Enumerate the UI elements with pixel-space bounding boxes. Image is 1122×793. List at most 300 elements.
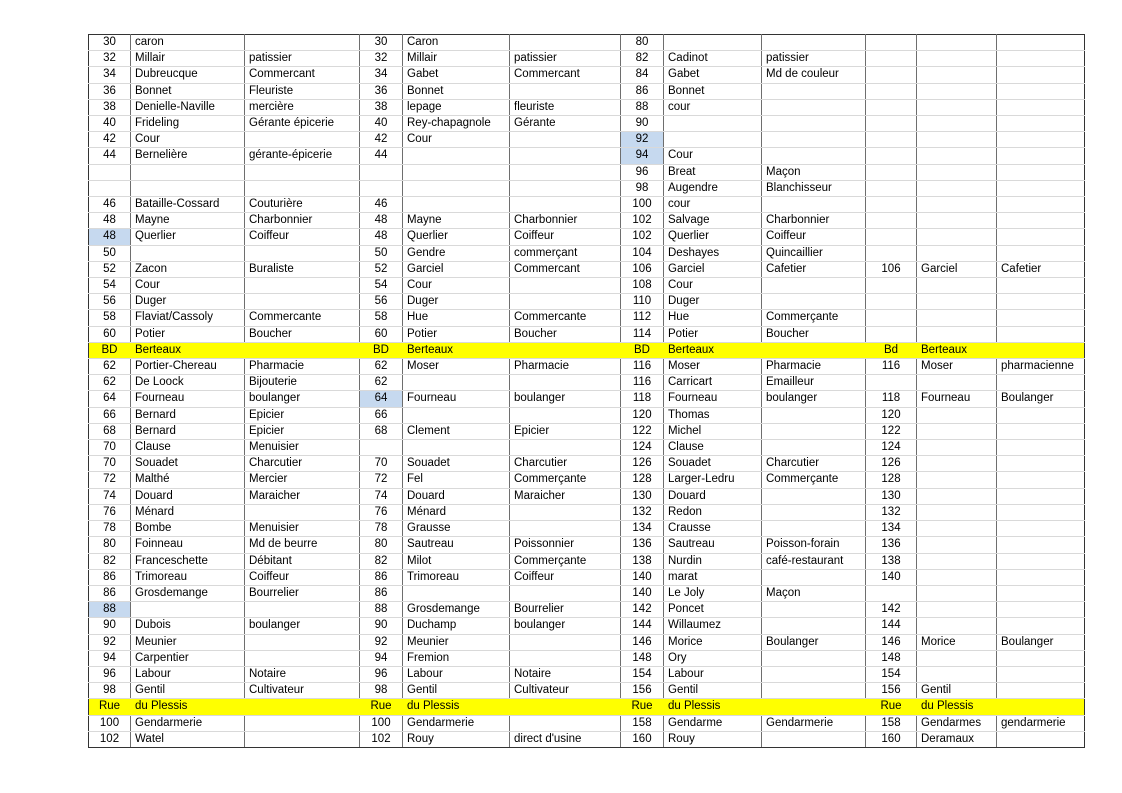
cell-trade: boulanger (510, 618, 621, 634)
cell-name (917, 99, 997, 115)
cell-num: 78 (360, 521, 403, 537)
cell-name: Dubois (131, 618, 245, 634)
cell-num: 126 (621, 456, 664, 472)
cell-trade (997, 666, 1085, 682)
cell-trade (510, 504, 621, 520)
cell-trade (510, 585, 621, 601)
cell-num: 32 (89, 51, 131, 67)
cell-num: 102 (621, 213, 664, 229)
cell-trade (510, 521, 621, 537)
cell-name: Fourneau (403, 391, 510, 407)
cell-num: 144 (621, 618, 664, 634)
cell-trade (510, 180, 621, 196)
cell-trade (997, 521, 1085, 537)
table-row (89, 683, 1085, 699)
cell-name: Mayne (403, 213, 510, 229)
cell-trade (762, 83, 866, 99)
cell-trade: Boulanger (762, 634, 866, 650)
cell-num: Rue (866, 699, 917, 715)
street-divider-row (89, 699, 1085, 715)
cell-num: 140 (866, 569, 917, 585)
cell-trade: Coiffeur (245, 569, 360, 585)
cell-trade: Commercante (245, 310, 360, 326)
table-row (89, 197, 1085, 213)
cell-name (917, 310, 997, 326)
cell-trade (510, 634, 621, 650)
cell-name (664, 116, 762, 132)
cell-num (866, 278, 917, 294)
cell-trade: Maraicher (245, 488, 360, 504)
cell-num (866, 180, 917, 196)
cell-num (866, 375, 917, 391)
cell-name: Douard (664, 488, 762, 504)
cell-num: 134 (866, 521, 917, 537)
table-row (89, 326, 1085, 342)
cell-name: Deshayes (664, 245, 762, 261)
cell-num: 40 (89, 116, 131, 132)
cell-num: 48 (89, 229, 131, 245)
cell-name (403, 440, 510, 456)
cell-trade (997, 650, 1085, 666)
cell-num (866, 229, 917, 245)
cell-name (917, 294, 997, 310)
cell-num: 72 (89, 472, 131, 488)
cell-trade: Boulanger (997, 634, 1085, 650)
cell-name (917, 472, 997, 488)
cell-trade (997, 375, 1085, 391)
cell-trade: Charbonnier (510, 213, 621, 229)
cell-trade: Commercant (245, 67, 360, 83)
cell-trade (762, 294, 866, 310)
cell-name: Bernelière (131, 148, 245, 164)
cell-trade (510, 375, 621, 391)
cell-name: marat (664, 569, 762, 585)
cell-name: Labour (403, 666, 510, 682)
cell-trade (245, 164, 360, 180)
cell-trade: boulanger (762, 391, 866, 407)
cell-trade: café-restaurant (762, 553, 866, 569)
cell-num (866, 116, 917, 132)
cell-trade: gérante-épicerie (245, 148, 360, 164)
cell-name: Moser (664, 359, 762, 375)
cell-name: Millair (131, 51, 245, 67)
cell-trade: patissier (762, 51, 866, 67)
cell-num: 94 (621, 148, 664, 164)
cell-num: 82 (89, 553, 131, 569)
cell-name: Douard (131, 488, 245, 504)
cell-num: 74 (89, 488, 131, 504)
cell-name: Souadet (664, 456, 762, 472)
cell-trade (997, 294, 1085, 310)
table-row (89, 180, 1085, 196)
cell-trade: Maçon (762, 585, 866, 601)
cell-num: 72 (360, 472, 403, 488)
cell-trade (510, 278, 621, 294)
cell-trade (245, 278, 360, 294)
cell-name (917, 569, 997, 585)
cell-trade (510, 715, 621, 731)
cell-trade (997, 132, 1085, 148)
cell-name (917, 229, 997, 245)
cell-name: Breat (664, 164, 762, 180)
cell-name: Labour (664, 666, 762, 682)
cell-num: Bd (866, 342, 917, 358)
cell-num: 52 (89, 261, 131, 277)
cell-name (917, 488, 997, 504)
cell-name (917, 407, 997, 423)
cell-name (917, 278, 997, 294)
cell-name: Ménard (403, 504, 510, 520)
cell-trade (510, 197, 621, 213)
cell-trade (245, 715, 360, 731)
table-row (89, 650, 1085, 666)
cell-num: 60 (360, 326, 403, 342)
cell-trade (997, 180, 1085, 196)
cell-num: 30 (89, 35, 131, 51)
cell-name (917, 132, 997, 148)
cell-num: 86 (360, 569, 403, 585)
table-row (89, 116, 1085, 132)
cell-name: Gendarme (664, 715, 762, 731)
cell-num: 40 (360, 116, 403, 132)
table-row (89, 294, 1085, 310)
cell-num: 50 (360, 245, 403, 261)
cell-trade: patissier (245, 51, 360, 67)
cell-num: 106 (866, 261, 917, 277)
cell-num: 124 (621, 440, 664, 456)
cell-num: 112 (621, 310, 664, 326)
cell-trade (997, 472, 1085, 488)
table-row (89, 245, 1085, 261)
cell-name: caron (131, 35, 245, 51)
cell-trade: Emailleur (762, 375, 866, 391)
table-row (89, 666, 1085, 682)
cell-name: Ory (664, 650, 762, 666)
cell-name (917, 116, 997, 132)
cell-name (403, 407, 510, 423)
cell-name: Gentil (664, 683, 762, 699)
cell-name: Meunier (131, 634, 245, 650)
cell-name (917, 504, 997, 520)
table-row (89, 602, 1085, 618)
cell-num: 130 (621, 488, 664, 504)
cell-num: 124 (866, 440, 917, 456)
cell-name: Fel (403, 472, 510, 488)
cell-num (89, 164, 131, 180)
cell-num: 132 (866, 504, 917, 520)
cell-name: Flaviat/Cassoly (131, 310, 245, 326)
cell-trade (762, 650, 866, 666)
cell-name: Watel (131, 731, 245, 747)
cell-trade (997, 423, 1085, 439)
cell-num: 66 (360, 407, 403, 423)
cell-num: BD (89, 342, 131, 358)
cell-num: 48 (89, 213, 131, 229)
cell-trade (762, 278, 866, 294)
cell-num: 98 (89, 683, 131, 699)
cell-num: 160 (621, 731, 664, 747)
cell-num: 114 (621, 326, 664, 342)
cell-trade (997, 537, 1085, 553)
cell-name (664, 132, 762, 148)
cell-name: Cour (131, 278, 245, 294)
table-row (89, 51, 1085, 67)
cell-num (866, 83, 917, 99)
cell-num (866, 67, 917, 83)
cell-trade: Cultivateur (510, 683, 621, 699)
cell-num (866, 51, 917, 67)
cell-num: 38 (89, 99, 131, 115)
cell-trade (510, 132, 621, 148)
table-row (89, 440, 1085, 456)
cell-name: Trimoreau (403, 569, 510, 585)
cell-num: 86 (89, 585, 131, 601)
cell-num: 138 (621, 553, 664, 569)
cell-name: Larger-Ledru (664, 472, 762, 488)
cell-num: 56 (89, 294, 131, 310)
cell-name: Clause (664, 440, 762, 456)
cell-trade (245, 634, 360, 650)
cell-num: 96 (360, 666, 403, 682)
cell-num: 136 (866, 537, 917, 553)
cell-num: 154 (621, 666, 664, 682)
table-row (89, 148, 1085, 164)
cell-num (866, 294, 917, 310)
cell-name: Rouy (664, 731, 762, 747)
cell-name: Trimoreau (131, 569, 245, 585)
cell-name: Fourneau (917, 391, 997, 407)
cell-trade: Poisson-forain (762, 537, 866, 553)
cell-trade (245, 132, 360, 148)
cell-num: 42 (360, 132, 403, 148)
cell-name: Salvage (664, 213, 762, 229)
cell-trade (997, 602, 1085, 618)
cell-num: 98 (360, 683, 403, 699)
cell-name: cour (664, 99, 762, 115)
cell-num: 82 (621, 51, 664, 67)
cell-num: 64 (89, 391, 131, 407)
cell-trade (997, 310, 1085, 326)
cell-trade (997, 35, 1085, 51)
cell-name: Frideling (131, 116, 245, 132)
cell-num: 134 (621, 521, 664, 537)
cell-name: Portier-Chereau (131, 359, 245, 375)
cell-num: 54 (89, 278, 131, 294)
cell-num: Rue (621, 699, 664, 715)
cell-name: Sautreau (403, 537, 510, 553)
cell-num: 96 (89, 666, 131, 682)
cell-name: Meunier (403, 634, 510, 650)
cell-trade (997, 83, 1085, 99)
cell-num: 56 (360, 294, 403, 310)
cell-num (866, 99, 917, 115)
cell-name: Bernard (131, 423, 245, 439)
cell-name (131, 602, 245, 618)
cell-num (866, 213, 917, 229)
cell-trade: direct d'usine (510, 731, 621, 747)
cell-num: 34 (360, 67, 403, 83)
table-row (89, 213, 1085, 229)
cell-trade: Commerçante (510, 553, 621, 569)
cell-trade: Coiffeur (510, 569, 621, 585)
table-row (89, 407, 1085, 423)
cell-trade: Poissonnier (510, 537, 621, 553)
cell-trade (510, 164, 621, 180)
cell-name: Gendarmes (917, 715, 997, 731)
cell-num: 116 (621, 359, 664, 375)
cell-num: BD (360, 342, 403, 358)
cell-trade: Commercant (510, 261, 621, 277)
cell-num: 76 (89, 504, 131, 520)
cell-name: Bonnet (403, 83, 510, 99)
table-row (89, 634, 1085, 650)
cell-trade (510, 699, 621, 715)
cell-name: Rouy (403, 731, 510, 747)
cell-name: Caron (403, 35, 510, 51)
cell-trade: Commerçante (762, 310, 866, 326)
cell-name: Bombe (131, 521, 245, 537)
cell-num (866, 245, 917, 261)
cell-name: Cour (664, 148, 762, 164)
cell-num: 60 (89, 326, 131, 342)
cell-trade: Boucher (245, 326, 360, 342)
cell-num: 154 (866, 666, 917, 682)
cell-name: Rey-chapagnole (403, 116, 510, 132)
table-row (89, 278, 1085, 294)
cell-name: Duger (403, 294, 510, 310)
cell-num (866, 197, 917, 213)
table-row (89, 423, 1085, 439)
cell-trade: Boucher (762, 326, 866, 342)
cell-name: Dubreucque (131, 67, 245, 83)
cell-trade (762, 99, 866, 115)
cell-num: 86 (360, 585, 403, 601)
cell-name: Cadinot (664, 51, 762, 67)
cell-trade (245, 731, 360, 747)
cell-num: 98 (621, 180, 664, 196)
cell-name (917, 83, 997, 99)
cell-trade: Couturière (245, 197, 360, 213)
cell-name: Berteaux (664, 342, 762, 358)
table-row (89, 132, 1085, 148)
cell-num: 88 (360, 602, 403, 618)
cell-num: 62 (360, 359, 403, 375)
cell-num: 100 (89, 715, 131, 731)
cell-trade: Epicier (510, 423, 621, 439)
table-row (89, 391, 1085, 407)
cell-num: 44 (360, 148, 403, 164)
cell-num: 58 (89, 310, 131, 326)
cell-name: Nurdin (664, 553, 762, 569)
cell-name: Fremion (403, 650, 510, 666)
table-row (89, 83, 1085, 99)
table-row (89, 261, 1085, 277)
cell-num: 116 (621, 375, 664, 391)
cell-num: 100 (621, 197, 664, 213)
cell-name: Deramaux (917, 731, 997, 747)
cell-num: 90 (621, 116, 664, 132)
cell-name: Malthé (131, 472, 245, 488)
cell-num: 32 (360, 51, 403, 67)
cell-trade (997, 197, 1085, 213)
cell-name (917, 375, 997, 391)
cell-name (131, 180, 245, 196)
cell-trade (510, 650, 621, 666)
cell-num: 80 (89, 537, 131, 553)
cell-num: 88 (621, 99, 664, 115)
cell-name: Hue (664, 310, 762, 326)
cell-num: 34 (89, 67, 131, 83)
cell-trade (997, 116, 1085, 132)
cell-trade (997, 553, 1085, 569)
cell-num: 158 (621, 715, 664, 731)
cell-name: Cour (131, 132, 245, 148)
cell-num: 156 (866, 683, 917, 699)
cell-name: Bonnet (664, 83, 762, 99)
cell-num: 62 (360, 375, 403, 391)
cell-trade: Coiffeur (245, 229, 360, 245)
table-row (89, 537, 1085, 553)
cell-name: Augendre (664, 180, 762, 196)
cell-trade: Menuisier (245, 521, 360, 537)
cell-name (917, 440, 997, 456)
cell-name: Duchamp (403, 618, 510, 634)
cell-trade: Epicier (245, 423, 360, 439)
cell-name: Gendre (403, 245, 510, 261)
cell-name: Sautreau (664, 537, 762, 553)
cell-name: lepage (403, 99, 510, 115)
cell-name: du Plessis (131, 699, 245, 715)
table-body (89, 35, 1085, 748)
cell-trade: Md de couleur (762, 67, 866, 83)
cell-num: 120 (866, 407, 917, 423)
cell-name (664, 35, 762, 51)
cell-name: Zacon (131, 261, 245, 277)
cell-name (131, 245, 245, 261)
cell-num (360, 180, 403, 196)
cell-num (866, 326, 917, 342)
cell-name: Garciel (664, 261, 762, 277)
cell-num: 42 (89, 132, 131, 148)
cell-name: Garciel (917, 261, 997, 277)
cell-num: 92 (89, 634, 131, 650)
cell-trade: mercière (245, 99, 360, 115)
cell-name: Querlier (403, 229, 510, 245)
cell-trade (762, 488, 866, 504)
cell-trade (997, 456, 1085, 472)
cell-num: 74 (360, 488, 403, 504)
cell-trade: Charcutier (510, 456, 621, 472)
cell-trade: gendarmerie (997, 715, 1085, 731)
cell-trade (245, 35, 360, 51)
cell-name: Souadet (403, 456, 510, 472)
cell-name: Moser (403, 359, 510, 375)
cell-name: Hue (403, 310, 510, 326)
cell-trade (997, 488, 1085, 504)
cell-name: Morice (917, 634, 997, 650)
cell-num: 94 (89, 650, 131, 666)
cell-trade: Charcutier (762, 456, 866, 472)
table-row (89, 164, 1085, 180)
cell-num: 84 (621, 67, 664, 83)
cell-name: Douard (403, 488, 510, 504)
cell-name: Michel (664, 423, 762, 439)
cell-name (917, 164, 997, 180)
cell-name (917, 423, 997, 439)
cell-name: Grosdemange (131, 585, 245, 601)
cell-num: 80 (360, 537, 403, 553)
cell-num: 46 (89, 197, 131, 213)
